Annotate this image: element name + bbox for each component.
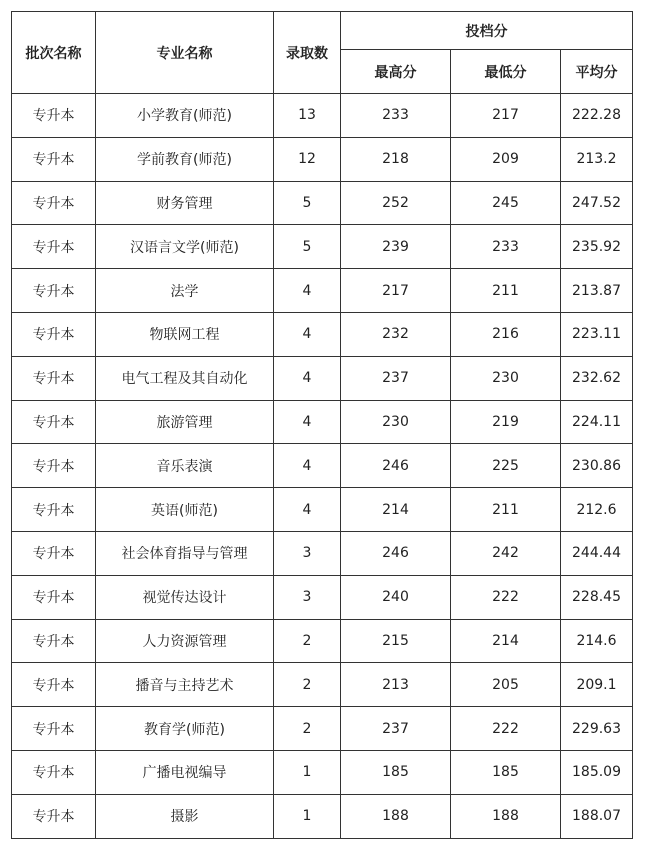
table-row [12, 488, 633, 532]
table-row [12, 312, 633, 356]
header-admitted: 录取数 [274, 12, 341, 94]
cell-major: 音乐表演 [96, 444, 274, 488]
cell-batch: 专升本 [12, 707, 96, 751]
cell-major: 摄影 [96, 794, 274, 838]
cell-batch: 专升本 [12, 575, 96, 619]
cell-admitted: 13 [274, 94, 341, 138]
cell-admitted: 3 [274, 531, 341, 575]
cell-max-score: 218 [341, 137, 451, 181]
cell-min-score: 211 [451, 269, 561, 313]
cell-batch: 专升本 [12, 531, 96, 575]
cell-avg-score: 232.62 [561, 356, 633, 400]
cell-avg-score: 244.44 [561, 531, 633, 575]
table-row [12, 356, 633, 400]
cell-admitted: 4 [274, 312, 341, 356]
admission-score-table [11, 11, 633, 839]
table-row [12, 531, 633, 575]
cell-major: 小学教育(师范) [96, 94, 274, 138]
cell-avg-score: 213.2 [561, 137, 633, 181]
cell-max-score: 240 [341, 575, 451, 619]
cell-admitted: 3 [274, 575, 341, 619]
cell-major: 物联网工程 [96, 312, 274, 356]
cell-admitted: 4 [274, 444, 341, 488]
cell-avg-score: 223.11 [561, 312, 633, 356]
cell-major: 视觉传达设计 [96, 575, 274, 619]
header-batch: 批次名称 [12, 12, 96, 94]
cell-max-score: 185 [341, 750, 451, 794]
cell-min-score: 216 [451, 312, 561, 356]
cell-max-score: 237 [341, 707, 451, 751]
cell-major: 旅游管理 [96, 400, 274, 444]
cell-major: 人力资源管理 [96, 619, 274, 663]
table-row [12, 707, 633, 751]
cell-batch: 专升本 [12, 356, 96, 400]
cell-admitted: 1 [274, 750, 341, 794]
cell-min-score: 205 [451, 663, 561, 707]
cell-admitted: 2 [274, 619, 341, 663]
cell-avg-score: 247.52 [561, 181, 633, 225]
header-score-group: 投档分 [341, 12, 633, 50]
cell-admitted: 5 [274, 225, 341, 269]
table-row [12, 619, 633, 663]
table-row [12, 794, 633, 838]
cell-max-score: 214 [341, 488, 451, 532]
cell-avg-score: 209.1 [561, 663, 633, 707]
cell-major: 电气工程及其自动化 [96, 356, 274, 400]
cell-batch: 专升本 [12, 400, 96, 444]
cell-admitted: 2 [274, 707, 341, 751]
cell-avg-score: 213.87 [561, 269, 633, 313]
cell-max-score: 239 [341, 225, 451, 269]
cell-max-score: 232 [341, 312, 451, 356]
cell-min-score: 185 [451, 750, 561, 794]
cell-min-score: 211 [451, 488, 561, 532]
header-avg: 平均分 [561, 50, 633, 94]
cell-batch: 专升本 [12, 794, 96, 838]
table-row [12, 181, 633, 225]
table-row [12, 663, 633, 707]
cell-max-score: 213 [341, 663, 451, 707]
cell-avg-score: 212.6 [561, 488, 633, 532]
cell-max-score: 230 [341, 400, 451, 444]
cell-min-score: 245 [451, 181, 561, 225]
cell-max-score: 252 [341, 181, 451, 225]
cell-avg-score: 235.92 [561, 225, 633, 269]
cell-batch: 专升本 [12, 619, 96, 663]
cell-batch: 专升本 [12, 750, 96, 794]
cell-max-score: 217 [341, 269, 451, 313]
table-row [12, 269, 633, 313]
cell-major: 广播电视编导 [96, 750, 274, 794]
cell-avg-score: 229.63 [561, 707, 633, 751]
table-container [11, 11, 633, 839]
cell-admitted: 4 [274, 356, 341, 400]
cell-batch: 专升本 [12, 269, 96, 313]
cell-min-score: 233 [451, 225, 561, 269]
cell-avg-score: 188.07 [561, 794, 633, 838]
cell-avg-score: 222.28 [561, 94, 633, 138]
cell-avg-score: 224.11 [561, 400, 633, 444]
cell-min-score: 209 [451, 137, 561, 181]
cell-min-score: 219 [451, 400, 561, 444]
cell-max-score: 246 [341, 444, 451, 488]
cell-admitted: 2 [274, 663, 341, 707]
cell-major: 法学 [96, 269, 274, 313]
table-row [12, 225, 633, 269]
header-min: 最低分 [451, 50, 561, 94]
cell-max-score: 188 [341, 794, 451, 838]
cell-major: 汉语言文学(师范) [96, 225, 274, 269]
cell-batch: 专升本 [12, 444, 96, 488]
table-row [12, 575, 633, 619]
cell-avg-score: 230.86 [561, 444, 633, 488]
cell-min-score: 230 [451, 356, 561, 400]
cell-batch: 专升本 [12, 94, 96, 138]
cell-major: 学前教育(师范) [96, 137, 274, 181]
cell-major: 英语(师范) [96, 488, 274, 532]
cell-admitted: 4 [274, 269, 341, 313]
cell-batch: 专升本 [12, 663, 96, 707]
cell-admitted: 12 [274, 137, 341, 181]
table-row [12, 444, 633, 488]
cell-major: 社会体育指导与管理 [96, 531, 274, 575]
cell-min-score: 222 [451, 707, 561, 751]
cell-admitted: 4 [274, 400, 341, 444]
table-row [12, 400, 633, 444]
cell-admitted: 1 [274, 794, 341, 838]
cell-batch: 专升本 [12, 225, 96, 269]
cell-batch: 专升本 [12, 181, 96, 225]
table-body [12, 94, 633, 839]
header-max: 最高分 [341, 50, 451, 94]
cell-admitted: 5 [274, 181, 341, 225]
header-major: 专业名称 [96, 12, 274, 94]
cell-batch: 专升本 [12, 488, 96, 532]
cell-major: 财务管理 [96, 181, 274, 225]
cell-min-score: 242 [451, 531, 561, 575]
cell-min-score: 225 [451, 444, 561, 488]
cell-min-score: 188 [451, 794, 561, 838]
cell-min-score: 217 [451, 94, 561, 138]
cell-avg-score: 228.45 [561, 575, 633, 619]
cell-admitted: 4 [274, 488, 341, 532]
cell-major: 播音与主持艺术 [96, 663, 274, 707]
cell-min-score: 222 [451, 575, 561, 619]
cell-max-score: 246 [341, 531, 451, 575]
cell-major: 教育学(师范) [96, 707, 274, 751]
cell-min-score: 214 [451, 619, 561, 663]
table-row [12, 137, 633, 181]
cell-max-score: 233 [341, 94, 451, 138]
cell-batch: 专升本 [12, 137, 96, 181]
cell-max-score: 237 [341, 356, 451, 400]
table-row [12, 750, 633, 794]
cell-avg-score: 214.6 [561, 619, 633, 663]
table-row [12, 94, 633, 138]
cell-avg-score: 185.09 [561, 750, 633, 794]
cell-max-score: 215 [341, 619, 451, 663]
cell-batch: 专升本 [12, 312, 96, 356]
